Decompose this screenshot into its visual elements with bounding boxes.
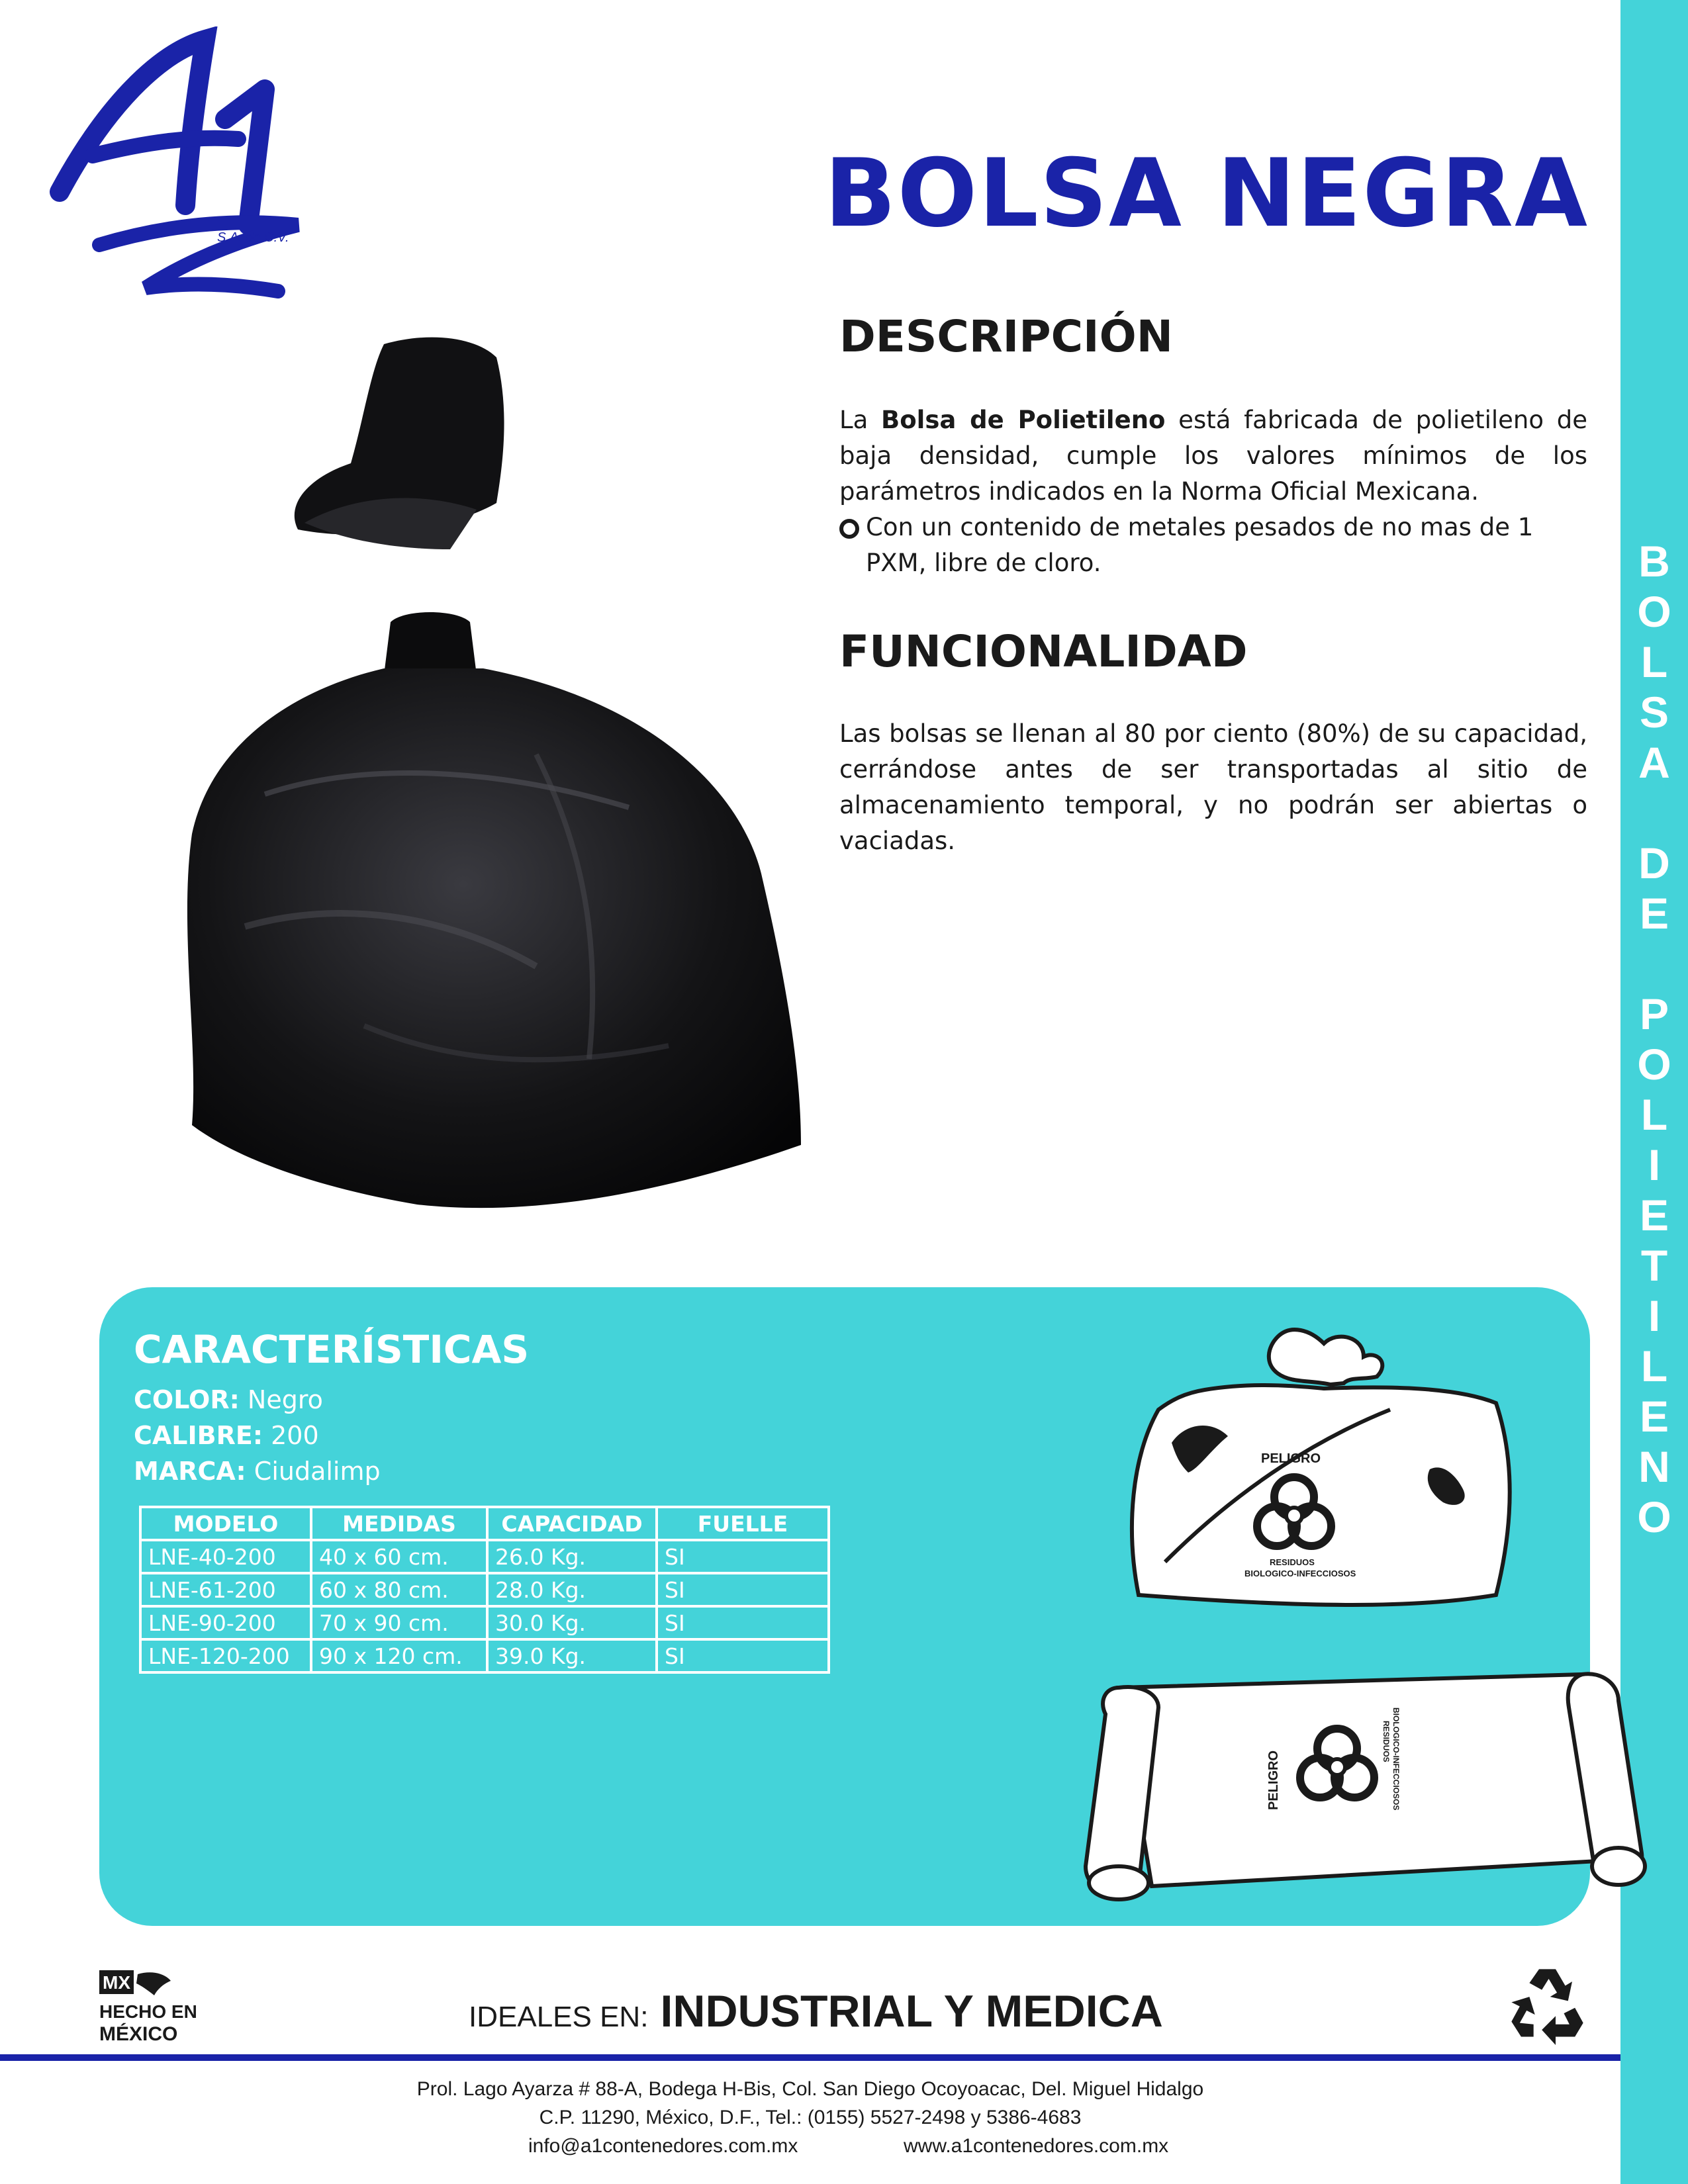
residuos-label-2: BIOLOGICO-INFECCIOSOS bbox=[1391, 1707, 1401, 1811]
col-header: MEDIDAS bbox=[311, 1507, 487, 1540]
cell-medidas: 90 x 120 cm. bbox=[311, 1639, 487, 1672]
col-header: CAPACIDAD bbox=[487, 1507, 657, 1540]
col-header: FUELLE bbox=[657, 1507, 829, 1540]
spec-color: COLOR: Negro bbox=[134, 1385, 323, 1414]
table-header-row bbox=[140, 1507, 829, 1540]
ideales-line bbox=[469, 1985, 1163, 2037]
cell-medidas: 70 x 90 cm. bbox=[311, 1606, 487, 1639]
mx-badge-text: MX bbox=[103, 1972, 130, 1993]
side-letter: O bbox=[1637, 587, 1671, 636]
side-letter: O bbox=[1637, 1040, 1671, 1089]
funcionalidad-text: Las bolsas se llenan al 80 por ciento (80%) de su capacidad, cerrándose antes de ser transportadas al sitio de almacenamiento temporal, y no podrán ser abiertas o vaciadas. bbox=[839, 719, 1587, 855]
side-letter: A bbox=[1638, 738, 1670, 787]
cell-capacidad: 28.0 Kg. bbox=[487, 1573, 657, 1606]
email-link[interactable]: info@a1contenedores.com.mx bbox=[528, 2135, 798, 2157]
peligro-label: PELIGRO bbox=[1261, 1451, 1321, 1466]
table-row bbox=[140, 1606, 829, 1639]
cell-modelo: LNE-90-200 bbox=[140, 1606, 311, 1639]
caracteristicas-panel bbox=[99, 1287, 1590, 1926]
page-title: BOLSA NEGRA bbox=[824, 139, 1589, 248]
cell-modelo: LNE-61-200 bbox=[140, 1573, 311, 1606]
residuos-label-1: RESIDUOS bbox=[1382, 1721, 1391, 1762]
side-letter: E bbox=[1639, 889, 1669, 938]
recycle-icon bbox=[1506, 1962, 1589, 2045]
address-line-1: Prol. Lago Ayarza # 88-A, Bodega H-Bis, Col. San Diego Ocoyoacac, Del. Miguel Hidalgo bbox=[416, 2078, 1204, 2100]
cell-medidas: 60 x 80 cm. bbox=[311, 1573, 487, 1606]
side-letter: N bbox=[1638, 1442, 1670, 1491]
side-letter: O bbox=[1637, 1492, 1671, 1541]
hecho-en-mexico-logo bbox=[98, 1969, 197, 2048]
peligro-label: PELIGRO bbox=[1266, 1750, 1281, 1810]
ideales-value: INDUSTRIAL Y MEDICA bbox=[660, 1986, 1163, 2036]
side-letter: P bbox=[1639, 989, 1669, 1038]
mexico-text: MÉXICO bbox=[99, 2023, 178, 2045]
cell-fuelle: SI bbox=[657, 1540, 829, 1573]
a1-logo bbox=[46, 26, 338, 304]
black-bag-photo bbox=[165, 331, 814, 1284]
cell-modelo: LNE-40-200 bbox=[140, 1540, 311, 1573]
side-letter: I bbox=[1648, 1291, 1661, 1340]
descripcion-bold: Bolsa de Polietileno bbox=[881, 406, 1166, 434]
cell-capacidad: 30.0 Kg. bbox=[487, 1606, 657, 1639]
cell-fuelle: SI bbox=[657, 1573, 829, 1606]
col-header: MODELO bbox=[140, 1507, 311, 1540]
spec-calibre: CALIBRE: 200 bbox=[134, 1421, 319, 1450]
side-letter: D bbox=[1638, 839, 1670, 887]
side-letter: L bbox=[1640, 1090, 1668, 1139]
cell-fuelle: SI bbox=[657, 1606, 829, 1639]
side-letter: E bbox=[1639, 1392, 1669, 1441]
footer-divider bbox=[0, 2054, 1620, 2061]
table-row bbox=[140, 1573, 829, 1606]
tied-bag-illustration bbox=[1112, 1310, 1589, 1621]
hecho-en-text: HECHO EN bbox=[99, 2001, 197, 2022]
side-letter: L bbox=[1640, 1342, 1668, 1390]
residuos-label-2: BIOLOGICO-INFECCIOSOS bbox=[1244, 1569, 1356, 1578]
logo-subtitle: S.A. de C.V. bbox=[217, 230, 289, 245]
spec-marca: MARCA: Ciudalimp bbox=[134, 1457, 381, 1486]
cell-fuelle: SI bbox=[657, 1639, 829, 1672]
bullet-circle-icon bbox=[839, 519, 859, 539]
residuos-label-1: RESIDUOS bbox=[1270, 1557, 1315, 1567]
website-link[interactable]: www.a1contenedores.com.mx bbox=[904, 2135, 1169, 2157]
caracteristicas-heading: CARACTERÍSTICAS bbox=[134, 1327, 530, 1372]
cell-modelo: LNE-120-200 bbox=[140, 1639, 311, 1672]
side-letter: L bbox=[1640, 637, 1668, 686]
address-line-2: C.P. 11290, México, D.F., Tel.: (0155) 5527-2498 y 5386-4683 bbox=[539, 2107, 1082, 2128]
table-row bbox=[140, 1639, 829, 1672]
descripcion-heading: DESCRIPCIÓN bbox=[839, 311, 1173, 362]
cell-capacidad: 39.0 Kg. bbox=[487, 1639, 657, 1672]
side-letter: I bbox=[1648, 1140, 1661, 1189]
models-table bbox=[139, 1506, 830, 1674]
flat-bag-illustration bbox=[1079, 1648, 1662, 1913]
table-row bbox=[140, 1540, 829, 1573]
descripcion-text: La Bolsa de Polietileno está fabricada de polietileno de baja densidad, cumple los valores mínimos de los parámetros indicados en la Norma Oficial Mexicana. bbox=[839, 406, 1587, 506]
descripcion-bullet: Con un contenido de metales pesados de no mas de 1 PXM, libre de cloro. bbox=[839, 510, 1587, 581]
cell-medidas: 40 x 60 cm. bbox=[311, 1540, 487, 1573]
side-letter: B bbox=[1638, 537, 1670, 586]
cell-capacidad: 26.0 Kg. bbox=[487, 1540, 657, 1573]
side-letter: E bbox=[1639, 1191, 1669, 1240]
side-vertical-label bbox=[1620, 536, 1688, 1542]
side-letter: S bbox=[1639, 688, 1669, 737]
funcionalidad-heading: FUNCIONALIDAD bbox=[839, 626, 1248, 677]
ideales-label: IDEALES EN: bbox=[469, 2001, 649, 2033]
side-letter: T bbox=[1640, 1241, 1668, 1290]
